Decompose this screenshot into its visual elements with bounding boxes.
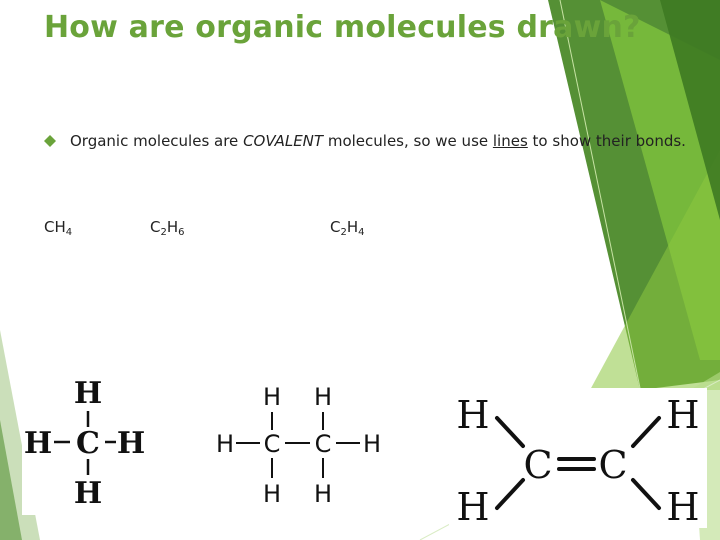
slide-title: How are organic molecules drawn? bbox=[44, 10, 641, 45]
methane-c: C bbox=[76, 426, 100, 461]
methane-h-bottom: H bbox=[73, 476, 103, 511]
ethene-h-bottom-right: H bbox=[666, 485, 700, 528]
formula-ethene: $C_2H_4$ bbox=[330, 218, 365, 238]
diamond-bullet-icon bbox=[44, 135, 56, 147]
ethane-h-bottom-1: H bbox=[262, 480, 282, 508]
ethane-h-top-2: H bbox=[313, 383, 333, 411]
formula-methane: $CH_4$ bbox=[44, 218, 73, 238]
methane-structure bbox=[22, 375, 152, 515]
formula-ethane: $C_2H_6$ bbox=[150, 218, 185, 238]
bullet-text-part1: Organic molecules are bbox=[70, 132, 244, 150]
methane-h-left: H bbox=[23, 426, 53, 461]
ethene-c-2: C bbox=[598, 443, 628, 487]
bullet-text-part3: to show their bonds. bbox=[527, 132, 686, 150]
lines-underlined: lines bbox=[492, 132, 528, 150]
ethene-c-1: C bbox=[523, 443, 553, 487]
ethene-structure bbox=[449, 388, 707, 528]
methane-h-right: H bbox=[116, 426, 146, 461]
ethene-h-bottom-left: H bbox=[456, 485, 490, 528]
bullet-text bbox=[70, 131, 690, 152]
ethane-structure bbox=[210, 378, 390, 508]
methane-h-top: H bbox=[73, 376, 103, 411]
ethane-h-bottom-2: H bbox=[313, 480, 333, 508]
bullet-text-part2: molecules, so we use bbox=[323, 132, 493, 150]
ethane-h-right: H bbox=[362, 430, 382, 458]
ethane-h-left: H bbox=[215, 430, 235, 458]
ethane-h-top-1: H bbox=[262, 383, 282, 411]
ethene-h-top-right: H bbox=[666, 393, 700, 437]
ethane-c-1: C bbox=[263, 430, 281, 458]
covalent-emphasis: COVALENT bbox=[243, 132, 324, 150]
ethene-h-top-left: H bbox=[456, 393, 490, 437]
ethane-c-2: C bbox=[314, 430, 332, 458]
